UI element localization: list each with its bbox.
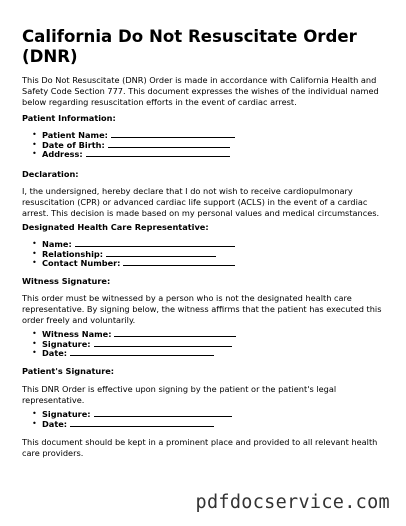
bullet-icon: • bbox=[32, 257, 37, 268]
declaration-heading: Declaration: bbox=[22, 169, 79, 179]
bullet-icon: • bbox=[32, 138, 37, 149]
list-item bbox=[22, 409, 232, 419]
witness-list bbox=[22, 329, 236, 358]
witness-name-field[interactable] bbox=[114, 329, 236, 337]
list-item bbox=[22, 348, 236, 358]
bullet-icon: • bbox=[32, 148, 37, 159]
list-item bbox=[22, 149, 235, 159]
date-of-birth-field[interactable] bbox=[108, 140, 230, 148]
bullet-icon: • bbox=[32, 247, 37, 258]
witness-signature-label: Signature: bbox=[42, 338, 91, 349]
witness-date-label: Date: bbox=[42, 348, 68, 359]
witness-heading: Witness Signature: bbox=[22, 276, 111, 286]
intro-paragraph: This Do Not Resuscitate (DNR) Order is made in accordance with California Health and Safety Code Section 777. This document expresses the wishes of the individual named below regarding resuscitation efforts in the event of cardiac arrest. bbox=[22, 75, 379, 107]
bullet-icon: • bbox=[32, 337, 37, 348]
list-item bbox=[22, 239, 235, 249]
rep-name-field[interactable] bbox=[75, 239, 235, 247]
witness-name-label: Witness Name: bbox=[42, 329, 112, 339]
patient-name-label: Patient Name: bbox=[42, 130, 108, 140]
representative-list bbox=[22, 239, 235, 268]
address-field[interactable] bbox=[86, 149, 230, 157]
contact-number-label: Contact Number: bbox=[42, 258, 121, 269]
witness-date-field[interactable] bbox=[70, 348, 214, 356]
patient-signature-list bbox=[22, 409, 232, 428]
list-item bbox=[22, 130, 235, 140]
patient-name-field[interactable] bbox=[111, 130, 235, 138]
bullet-icon: • bbox=[32, 129, 37, 139]
relationship-label: Relationship: bbox=[42, 248, 104, 259]
list-item bbox=[22, 419, 232, 429]
list-item bbox=[22, 249, 235, 259]
bullet-icon: • bbox=[32, 328, 37, 338]
declaration-paragraph: I, the undersigned, hereby declare that I do not wish to receive cardiopulmonary resuscitation (CPR) or advanced cardiac life support (ACLS) in the event of a cardiac arrest. This decision is made based on my personal values and medical circumstances. bbox=[22, 186, 380, 218]
bullet-icon: • bbox=[32, 417, 37, 428]
rep-name-label: Name: bbox=[42, 239, 72, 249]
patient-signature-paragraph: This DNR Order is effective upon signing by the patient or the patient's legal representative. bbox=[22, 384, 337, 405]
relationship-field[interactable] bbox=[106, 249, 216, 257]
date-of-birth-label: Date of Birth: bbox=[42, 139, 105, 150]
watermark-text: pdfdocservice.com bbox=[195, 492, 390, 513]
document-title: California Do Not Resuscitate Order (DNR) bbox=[22, 27, 357, 66]
list-item bbox=[22, 258, 235, 268]
patient-signature-field[interactable] bbox=[94, 409, 232, 417]
patient-info-list bbox=[22, 130, 235, 159]
bullet-icon: • bbox=[32, 347, 37, 358]
patient-date-field[interactable] bbox=[70, 419, 214, 427]
contact-number-field[interactable] bbox=[123, 258, 235, 266]
list-item bbox=[22, 329, 236, 339]
closing-paragraph: This document should be kept in a prominent place and provided to all relevant health care providers. bbox=[22, 437, 378, 458]
representative-heading: Designated Health Care Representative: bbox=[22, 222, 209, 232]
patient-info-heading: Patient Information: bbox=[22, 113, 116, 123]
witness-signature-field[interactable] bbox=[94, 339, 232, 347]
witness-paragraph: This order must be witnessed by a person who is not the designated health care representative. By signing below, the witness affirms that the patient has executed this order freely and voluntarily. bbox=[22, 293, 382, 325]
bullet-icon: • bbox=[32, 408, 37, 418]
patient-signature-heading: Patient's Signature: bbox=[22, 366, 115, 376]
patient-date-label: Date: bbox=[42, 418, 68, 429]
list-item bbox=[22, 339, 236, 349]
address-label: Address: bbox=[42, 149, 83, 160]
list-item bbox=[22, 140, 235, 150]
patient-signature-label: Signature: bbox=[42, 409, 91, 419]
bullet-icon: • bbox=[32, 238, 37, 248]
